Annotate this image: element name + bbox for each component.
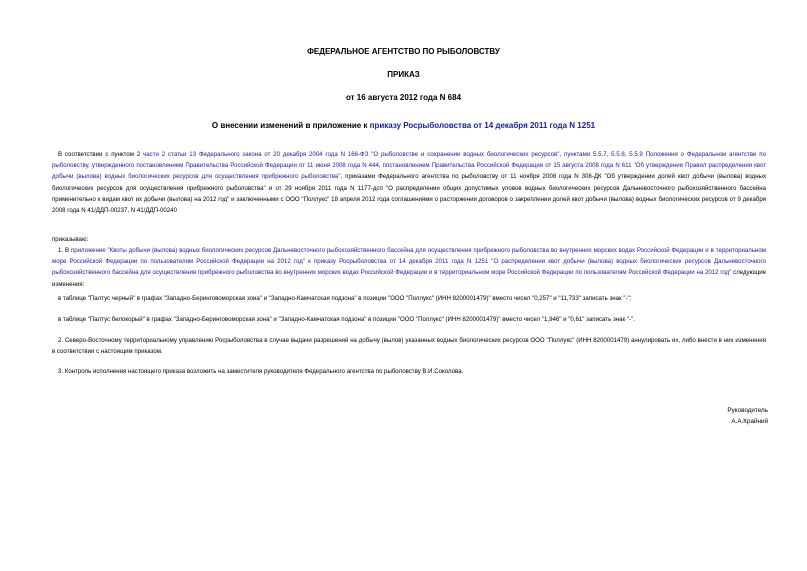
item-2-paragraph: 2. Северо-Восточному территориальному управлению Росрыболовства в случае выдачи разрешений на добычу (вылов) указанных водных биологических ресурсов ООО "Поллукс" (ИНН 8200001479) аннулировать их, либо внести в них изменения в соответствии с настоящим приказом. bbox=[52, 337, 766, 356]
signature-position: Руководитель bbox=[727, 407, 768, 414]
preamble-text-2: , bbox=[559, 151, 565, 158]
doc-type-heading: ПРИКАЗ bbox=[387, 70, 420, 79]
item-3-paragraph: 3. Контроль исполнения настоящего приказа возложить на заместителя руководителя Федерального агентства по рыболовству В.И.Соколова. bbox=[58, 368, 464, 375]
signature-name: А.А.Крайний bbox=[731, 417, 768, 425]
preamble-paragraph bbox=[52, 149, 766, 216]
preamble-text-1: В соответствии с пунктом 2 bbox=[58, 151, 144, 158]
preamble-text-4: , приказами Федерального агентства по рыболовству от 11 ноября 2008 года N 308-ДК "Об утверждении долей квот добычи (вылова) водных биологических ресурсов для осуществления прибрежного рыболовства" и от 29 ноября 2011 года N 1177-дсп "О распределении общих допустимых уловов водных биологических ресурсов Дальневосточного рыбохозяйственного бассейна применительно к видам квот их добычи (вылова) на 2012 год" и заключенными с ООО "Поллукс" 18 апреля 2012 года соглашениями о расторжении договоров о закреплении долей квот добычи (вылова) водных биологических ресурсов от 9 декабря 2008 года N 41/ДДП-00237, N 41/ДДП-00240 bbox=[52, 173, 766, 215]
title-order-link[interactable]: приказу Росрыболовства от 14 декабря 2011 года N 1251 bbox=[369, 121, 596, 130]
regulation-link[interactable]: пунктами 5.5.7, 5.5.8, 5.5.9 Положения о Федеральном агентстве по рыболовству, утвержденного постановлением Правительства Российской Федерации от 11 июня 2008 года N 444 bbox=[52, 151, 766, 170]
item-1-number: 1. В bbox=[58, 247, 71, 254]
doc-title bbox=[0, 121, 807, 130]
change-1-paragraph: в таблице "Палтус черный" в графах "Западно-Беринговоморская зона" и "Западно-Камчатская подзона" в позиции "ООО "Поллукс" (ИНН 8200001479)" вместо чисел "0,257" и "11,733" записать знак "-"; bbox=[58, 295, 632, 302]
order-word: приказываю: bbox=[52, 236, 89, 243]
agency-heading: ФЕДЕРАЛЬНОЕ АГЕНТСТВО ПО РЫБОЛОВСТВУ bbox=[307, 47, 500, 56]
date-number-heading: от 16 августа 2012 года N 684 bbox=[345, 93, 462, 102]
item-1-paragraph bbox=[52, 245, 766, 290]
government-decree-link[interactable]: постановлением Правительства Российской Федерации от 15 августа 2008 года N 611 "Об утверждении Правил распределения квот добычи (вылова) водных биологических ресурсов для осуществления прибрежного рыболовства" bbox=[52, 162, 766, 181]
federal-law-link[interactable]: части 2 статьи 13 Федерального закона от 20 декабря 2004 года N 166-ФЗ "О рыболовстве и сохранении водных биологических ресурсов" bbox=[143, 151, 560, 158]
signature-block bbox=[727, 406, 768, 427]
appendix-link[interactable]: приложение "Квоты добычи (вылова) водных биологических ресурсов Дальневосточного рыбохозяйственного бассейна для осуществления прибрежного рыболовства во внутренних морских водах Российской Федерации и в территориальном море Российской Федерации по пользователям Российской Федерации на 2012 год" к приказу Росрыболовства от 14 декабря 2011 года N 1251 "О распределении квот добычи (вылова) водных биологических ресурсов Дальневосточного рыбохозяйственного бассейна для осуществления прибрежного рыболовства во внутренних морских водах Российской Федерации и в территориальном море Российской Федерации по пользователям Российской Федерации на 2012 год" bbox=[52, 247, 766, 277]
item-1-tail: следующие изменения: bbox=[52, 269, 766, 288]
change-2-paragraph: в таблице "Палтус белокорый" в графах "Западно-Беринговоморская зона" и "Западно-Камчатская подзона" в позиции "ООО "Поллукс" (ИНН 8200001479)" вместо чисел "1,946" и "0,61" записать знак "-". bbox=[58, 316, 635, 323]
preamble-text-3: , bbox=[378, 162, 383, 170]
title-prefix: О внесении изменений в приложение к bbox=[211, 121, 370, 130]
